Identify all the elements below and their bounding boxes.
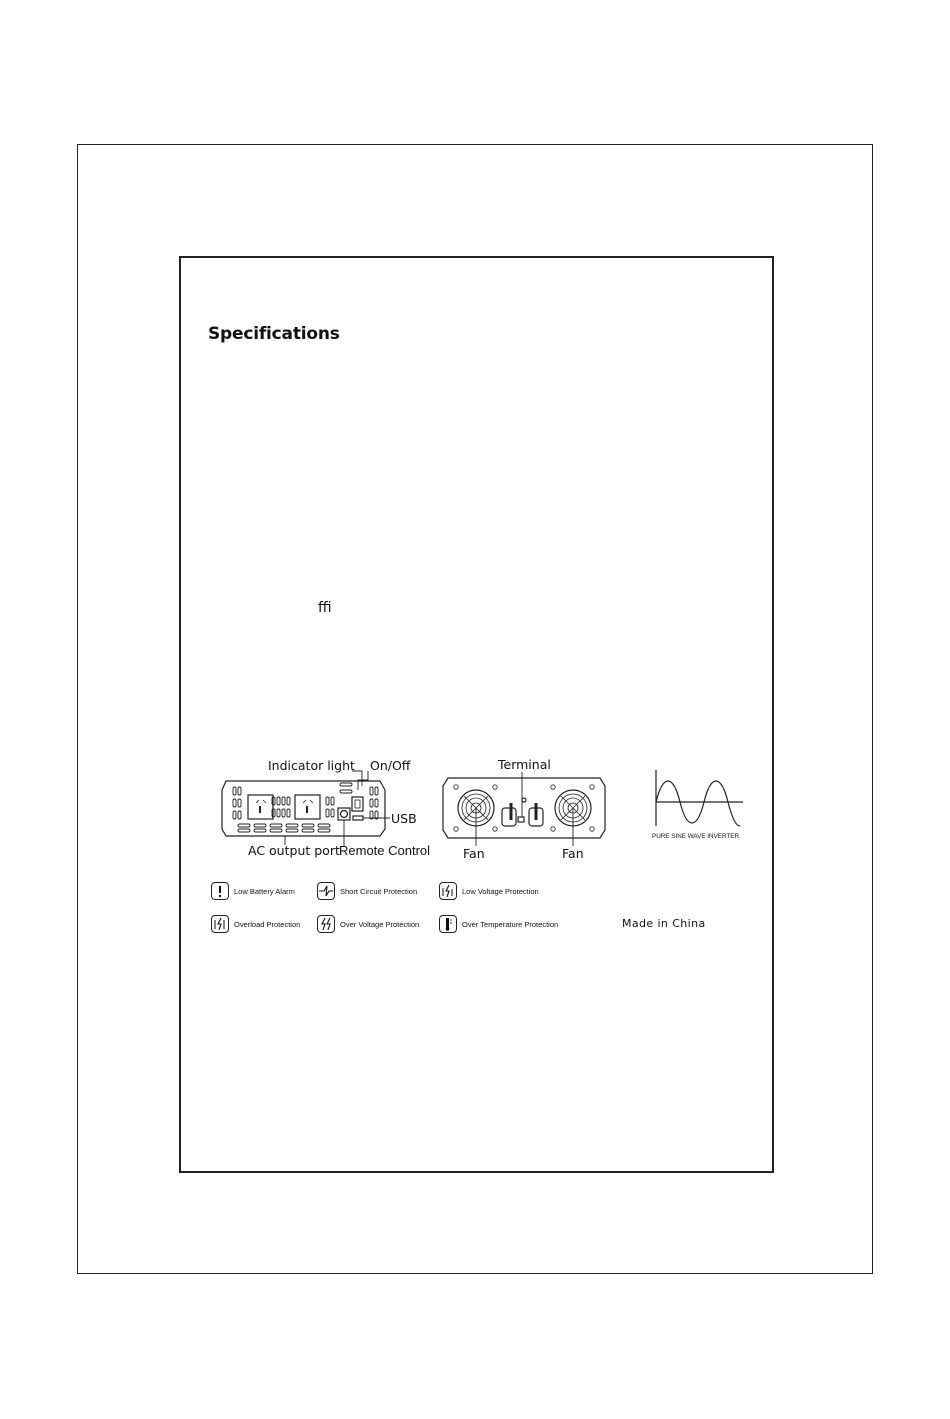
terminal-label: Terminal	[498, 757, 551, 772]
legend-over-temperature: Over Temperature Protection	[439, 914, 558, 934]
stray-ligature: ﬃ	[318, 600, 332, 616]
legend-short-circuit: Short Circuit Protection	[317, 881, 417, 901]
on-off-label: On/Off	[370, 758, 411, 773]
over-voltage-icon	[317, 915, 335, 933]
made-in-label: Made in China	[622, 917, 706, 930]
short-circuit-icon	[317, 882, 335, 900]
legend-overload: Overload Protection	[211, 914, 300, 934]
content-border	[179, 256, 774, 1173]
legend-over-voltage: Over Voltage Protection	[317, 914, 419, 934]
indicator-light-label: Indicator light	[268, 758, 355, 773]
fan-right-label: Fan	[562, 846, 584, 861]
overload-icon	[211, 915, 229, 933]
usb-label: USB	[391, 811, 417, 826]
page-title: Specifications	[208, 324, 340, 344]
low-voltage-icon	[439, 882, 457, 900]
exclamation-icon	[211, 882, 229, 900]
legend-low-battery: Low Battery Alarm	[211, 881, 295, 901]
legend-low-voltage: Low Voltage Protection	[439, 881, 539, 901]
fan-left-label: Fan	[463, 846, 485, 861]
sine-wave-caption: PURE SINE WAVE INVERTER	[652, 833, 740, 840]
thermometer-icon	[439, 915, 457, 933]
remote-control-label: Remote Control	[339, 843, 431, 858]
ac-output-label: AC output port	[248, 843, 340, 858]
